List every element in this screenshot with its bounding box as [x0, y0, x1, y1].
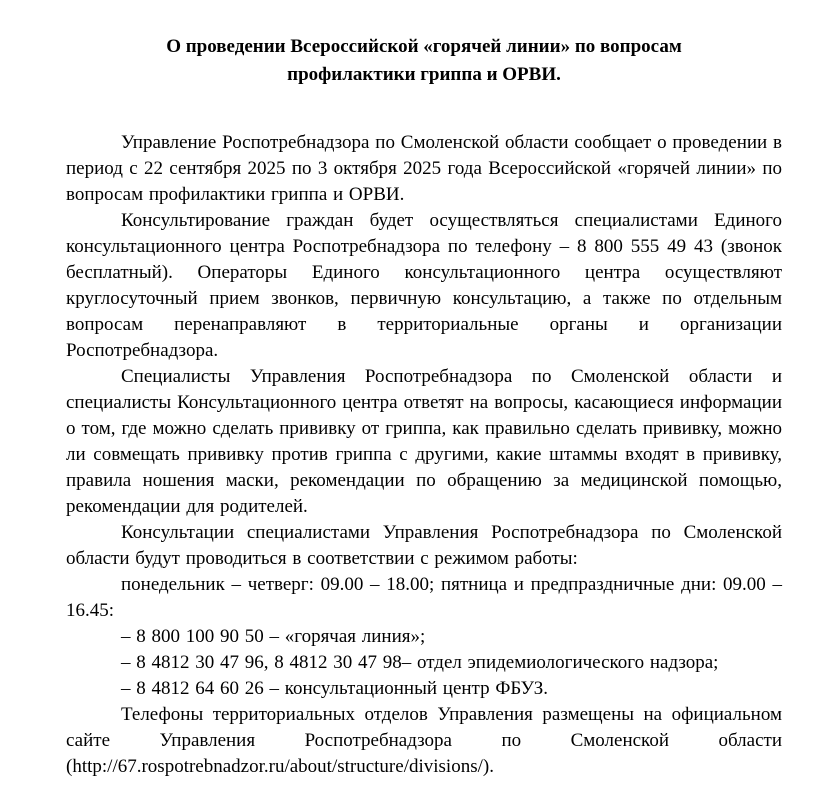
work-schedule-hours-paragraph: понедельник – четверг: 09.00 – 18.00; пятница и предпраздничные дни: 09.00 – 16.45: [66, 574, 782, 621]
document-title [66, 33, 782, 89]
title-line-1: О проведении Всероссийской «горячей линии» по вопросам [166, 36, 682, 57]
work-schedule-intro-paragraph: Консультации специалистами Управления Роспотребнадзора по Смоленской области будут проводиться в соответствии с режимом работы: [66, 522, 782, 569]
fbuz-phone-item: – 8 4812 64 60 26 – консультационный центр ФБУЗ. [121, 678, 549, 699]
specialists-topics-paragraph: Специалисты Управления Роспотребнадзора по Смоленской области и специалисты Консультационного центра ответят на вопросы, касающиеся информации о том, где можно сделать прививку от гриппа, как правильно сделать прививку, можно ли совмещать прививку против гриппа с другими, какие штаммы входят в прививку, правила ношения маски, рекомендации по обращению за медицинской помощью, рекомендации для родителей. [66, 366, 782, 517]
intro-paragraph: Управление Роспотребнадзора по Смоленской области сообщает о проведении в период с 22 сентября 2025 по 3 октября 2025 года Всероссийской «горячей линии» по вопросам профилактики гриппа и ОРВИ. [66, 132, 782, 205]
epidemiology-phone-item: – 8 4812 30 47 96, 8 4812 30 47 98– отдел эпидемиологического надзора; [121, 652, 719, 673]
territorial-phones-paragraph: Телефоны территориальных отделов Управления размещены на официальном сайте Управления Роспотребнадзора по Смоленской области (http://67.rospotrebnadzor.ru/about/structure/divisions/). [66, 704, 782, 777]
hotline-phone-item: – 8 800 100 90 50 – «горячая линия»; [121, 626, 426, 647]
consultation-center-paragraph: Консультирование граждан будет осуществляться специалистами Единого консультационного центра Роспотребнадзора по телефону – 8 800 555 49 43 (звонок бесплатный). Операторы Единого консультационного центра осуществляют круглосуточный прием звонков, первичную консультацию, а также по отдельным вопросам перенаправляют в территориальные органы и организации Роспотребнадзора. [66, 210, 782, 361]
title-line-2: профилактики гриппа и ОРВИ. [287, 64, 561, 85]
